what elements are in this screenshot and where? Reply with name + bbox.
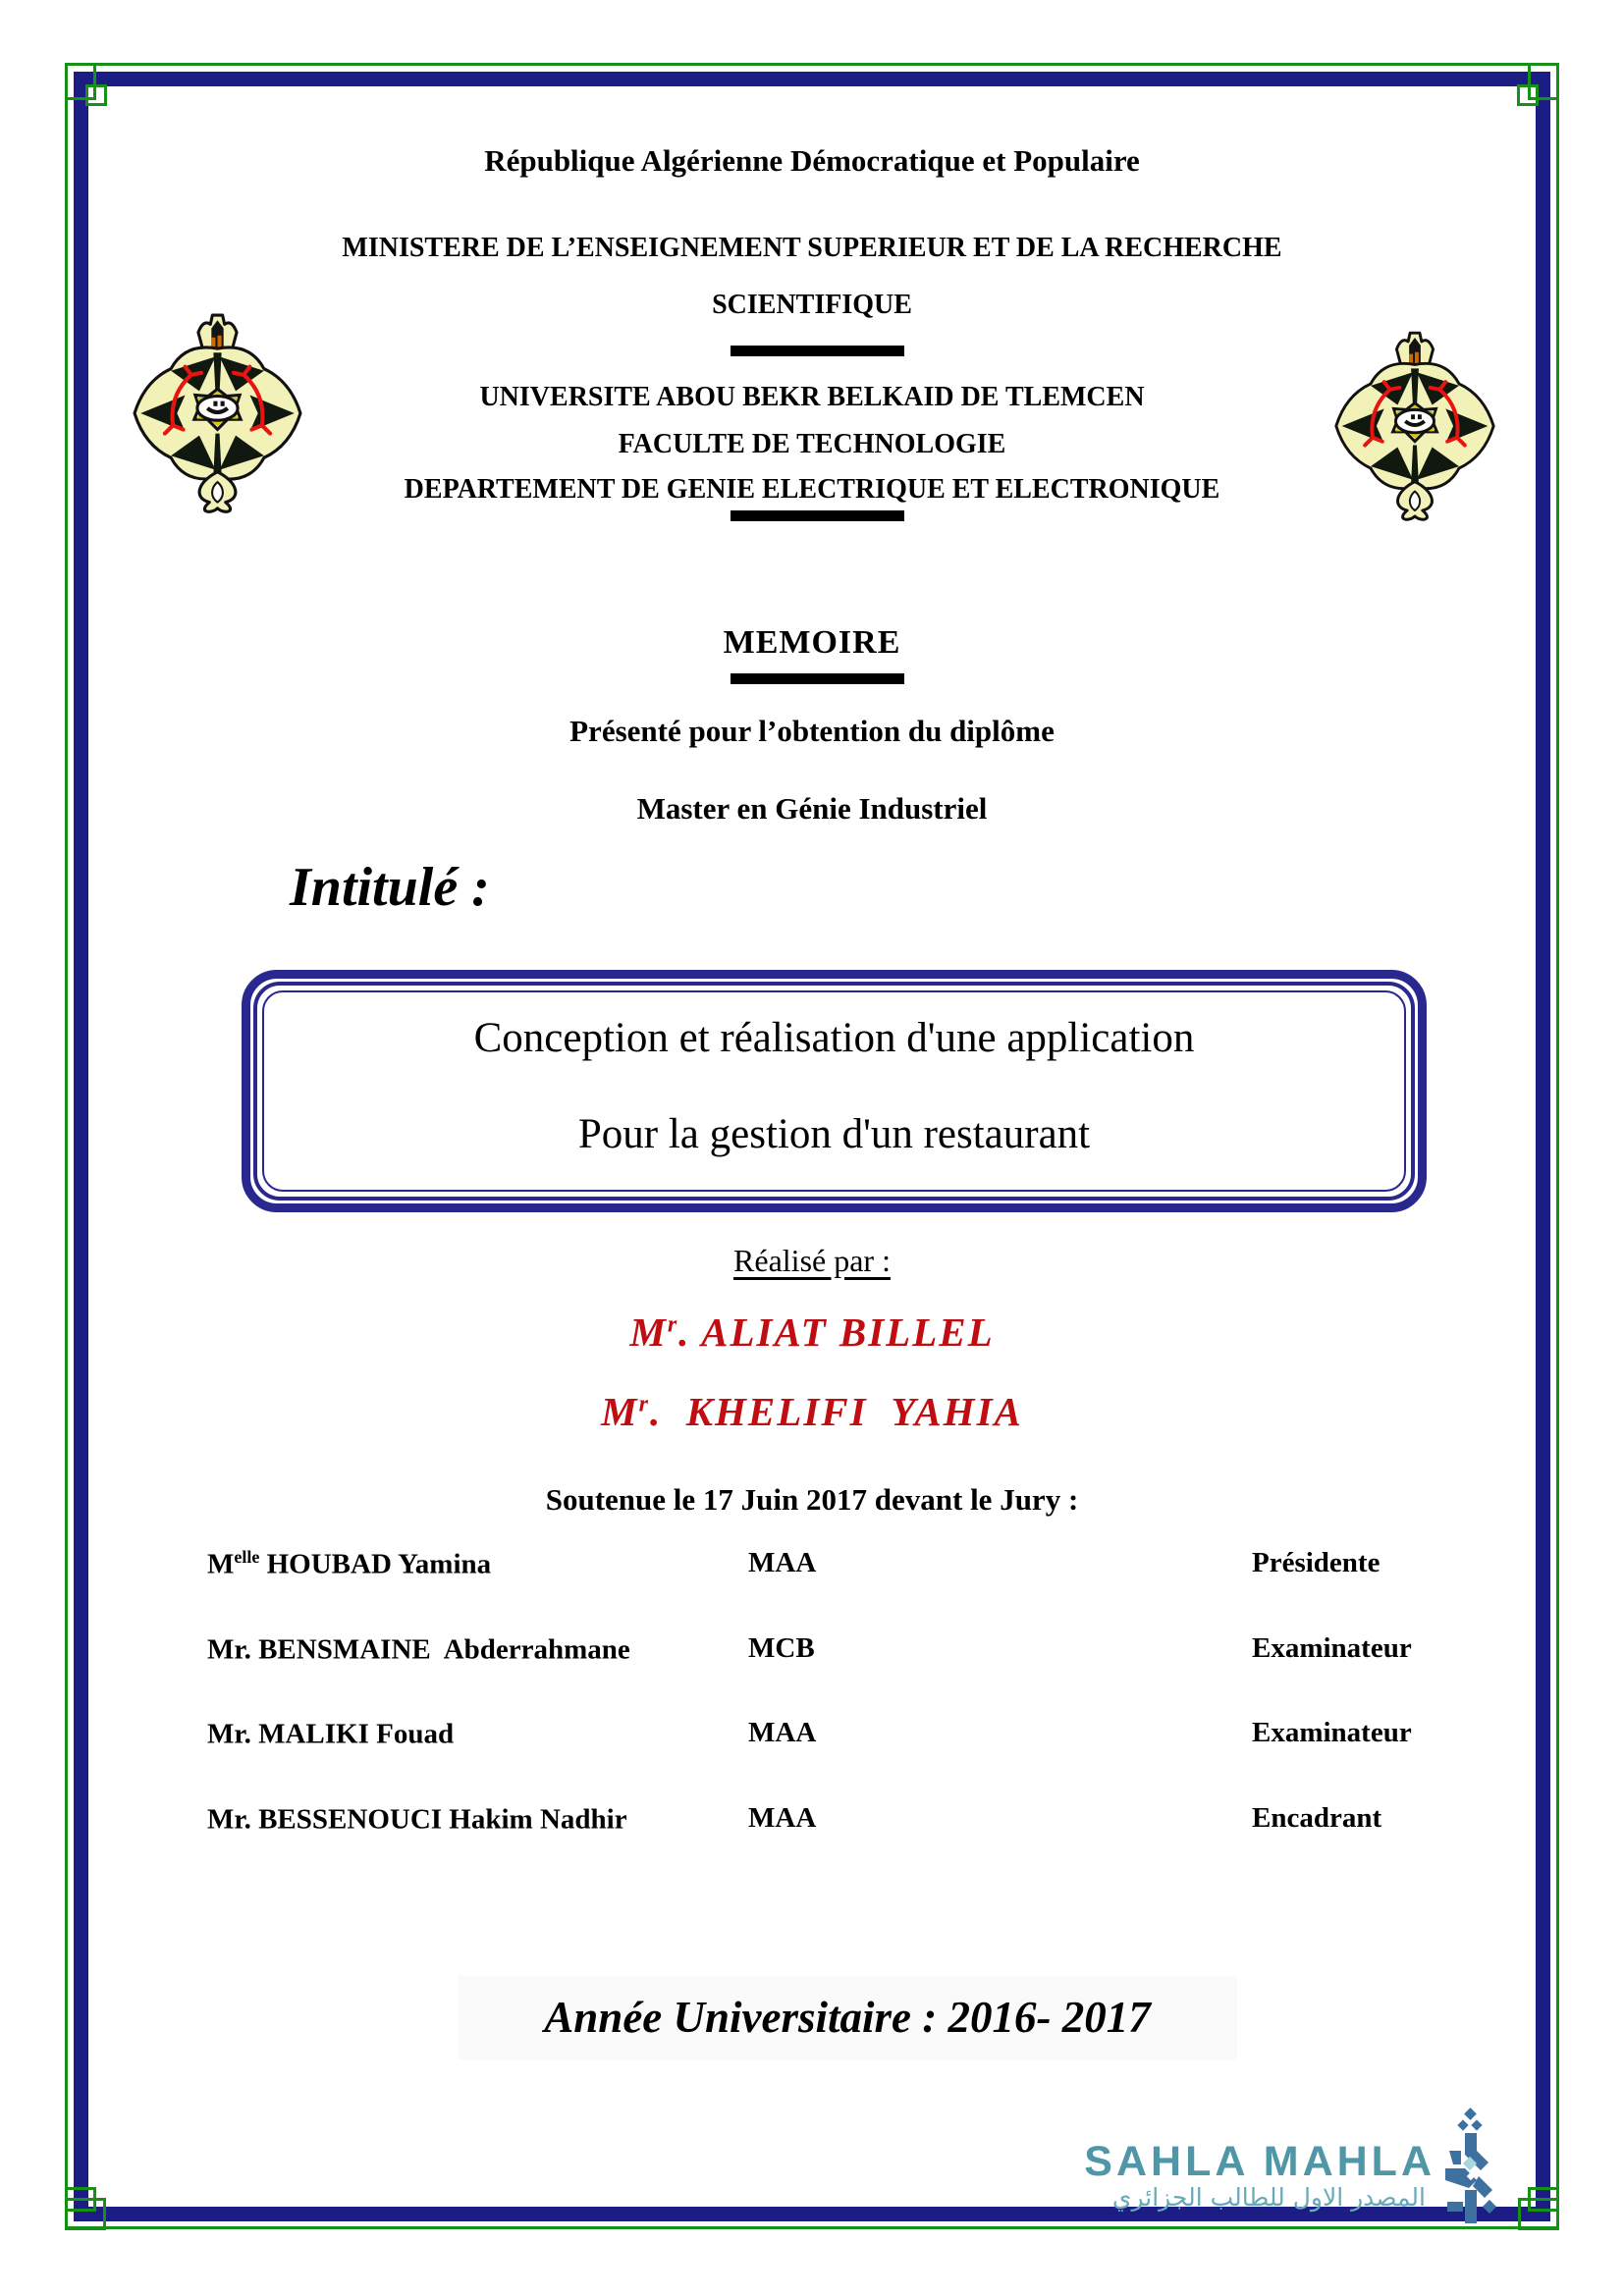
thesis-title-line2: Pour la gestion d'un restaurant xyxy=(577,1111,1091,1157)
university-emblem-icon xyxy=(126,312,309,514)
ministry-line: MINISTERE DE L’ENSEIGNEMENT SUPERIEUR ET DE LA RECHERCHE xyxy=(342,233,1282,263)
jury-member-grade: MAA xyxy=(748,1547,817,1578)
republic-line: République Algérienne Démocratique et Populaire xyxy=(484,143,1140,178)
jury-member-grade: MAA xyxy=(748,1802,817,1834)
sahla-mahla-arabic-tagline: المصدر الاول للطالب الجزائري xyxy=(1111,2183,1426,2212)
thesis-title-box xyxy=(242,970,1427,1212)
defense-line: Soutenue le 17 Juin 2017 devant le Jury : xyxy=(545,1482,1079,1517)
jury-member-name: Mr. BESSENOUCI Hakim Nadhir xyxy=(207,1803,627,1836)
memoire-heading: MEMOIRE xyxy=(723,624,901,661)
faculty-line: FACULTE DE TECHNOLOGIE xyxy=(618,429,1006,459)
university-emblem-icon xyxy=(1328,325,1501,527)
jury-row xyxy=(0,1632,1624,1678)
academic-year-text: Année Universitaire : 2016- 2017 xyxy=(544,1993,1151,2042)
sahla-mahla-wordmark: SAHLA MAHLA xyxy=(1084,2138,1435,2185)
jury-member-name: $M^{elle}$ HOUBAD Yamina xyxy=(207,1547,492,1580)
corner-ornament-bottom-left-inner xyxy=(65,2187,96,2212)
corner-ornament-bottom-right-inner xyxy=(1528,2187,1559,2212)
jury-row xyxy=(0,1717,1624,1762)
jury-prefix-superscript: elle xyxy=(234,1547,260,1567)
jury-row xyxy=(0,1802,1624,1847)
author-name: $M^r$. ALIAT BILLEL xyxy=(629,1309,995,1355)
degree-line: Master en Génie Industriel xyxy=(636,791,988,826)
jury-member-name: Mr. BENSMAINE Abderrahmane xyxy=(207,1633,630,1666)
jury-member-role: Examinateur xyxy=(1252,1717,1412,1748)
divider-bar xyxy=(731,673,904,684)
author-prefix-superscript: r xyxy=(667,1311,679,1338)
thesis-title-line1: Conception et réalisation d'une application xyxy=(473,1015,1195,1061)
realise-par-label: Réalisé par : xyxy=(733,1243,891,1278)
author-name: $M^r$. KHELIFI YAHIA xyxy=(601,1389,1023,1434)
department-line: DEPARTEMENT DE GENIE ELECTRIQUE ET ELECTRONIQUE xyxy=(404,474,1220,505)
jury-member-name: Mr. MALIKI Fouad xyxy=(207,1718,455,1750)
jury-member-role: Examinateur xyxy=(1252,1632,1412,1664)
jury-member-role: Présidente xyxy=(1252,1547,1380,1578)
jury-row xyxy=(0,1547,1624,1592)
jury-member-role: Encadrant xyxy=(1252,1802,1382,1834)
divider-bar xyxy=(731,346,904,356)
corner-ornament-top-left-inner xyxy=(85,84,107,106)
divider-bar xyxy=(731,510,904,521)
jury-member-grade: MAA xyxy=(748,1717,817,1748)
jury-member-grade: MCB xyxy=(748,1632,815,1664)
presented-for-line: Présenté pour l’obtention du diplôme xyxy=(569,714,1055,748)
corner-ornament-top-right-inner xyxy=(1517,84,1539,106)
author-prefix-superscript: r xyxy=(638,1391,650,1417)
sahla-mahla-logo-icon xyxy=(1435,2107,1504,2226)
intitule-label: Intitulé : xyxy=(290,857,490,918)
ministry-line2: SCIENTIFIQUE xyxy=(712,290,912,320)
university-line: UNIVERSITE ABOU BEKR BELKAID DE TLEMCEN xyxy=(479,382,1145,412)
